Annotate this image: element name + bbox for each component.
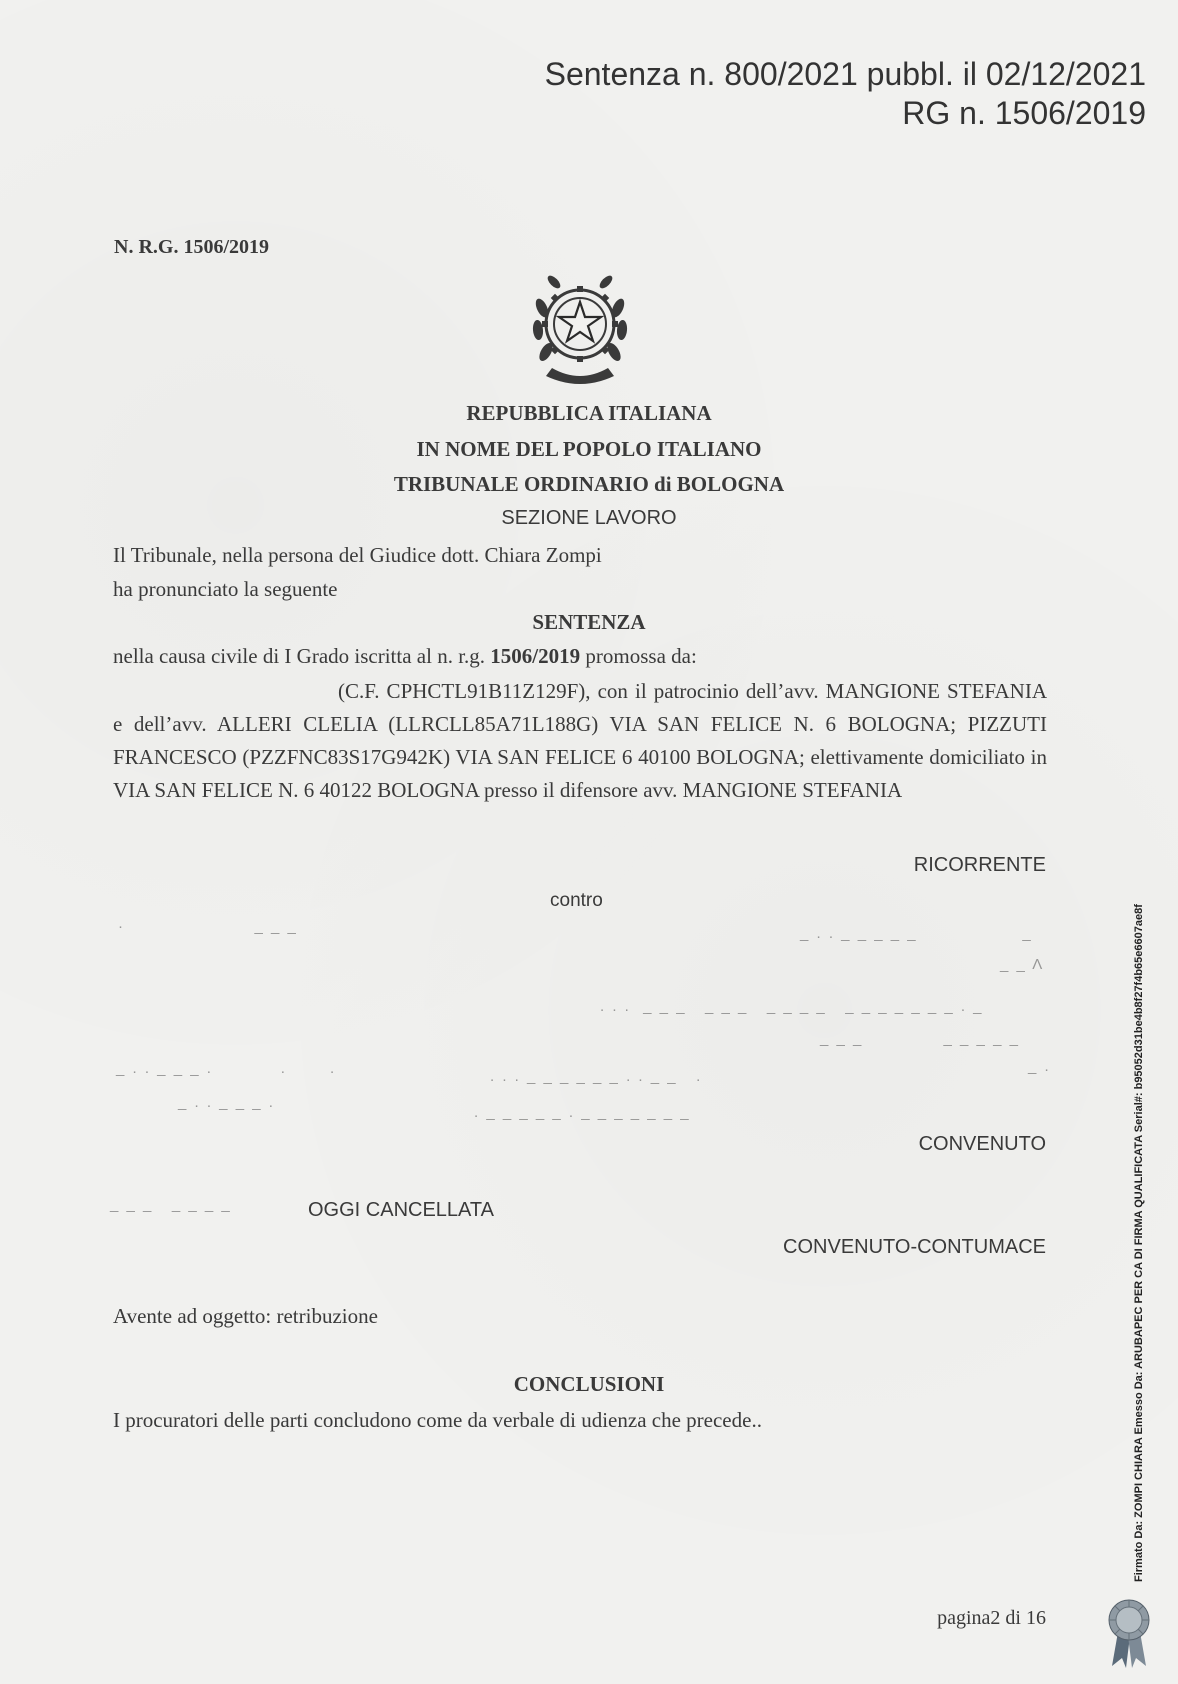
digital-signature-text: Firmato Da: ZOMPI CHIARA Emesso Da: ARUBAPEC PER CA DI FIRMA QUALIFICATA Serial#: b95052d31be4b8f27f4b65e6607ae8f: [1133, 904, 1145, 1582]
heading-popolo: IN NOME DEL POPOLO ITALIANO: [416, 437, 762, 461]
redacted-fragment: _ . . _ _ _ _ _ _: [800, 925, 1033, 942]
causa-line: [113, 643, 697, 669]
redacted-fragment: . . . _ _ _ _ _ _ _ _ _ _ _ _ _ _ _ _ _ . _: [600, 998, 984, 1015]
rg-stamp-line: RG n. 1506/2019: [902, 95, 1146, 131]
causa-suffix: promossa da:: [585, 644, 697, 668]
redacted-fragment: _ . . _ _ _ .: [178, 1094, 275, 1111]
oggetto-line: Avente ad oggetto: retribuzione: [113, 1304, 378, 1328]
redacted-fragment: _ . . _ _ _ . . .: [116, 1060, 337, 1077]
sentenza-title: SENTENZA: [532, 610, 646, 634]
causa-rg: 1506/2019: [490, 644, 581, 668]
redacted-fragment: . . . _ _ _ _ _ _ . . _ _ .: [490, 1068, 703, 1085]
parties-paragraph: (C.F. CPHCTL91B11Z129F), con il patrocinio dell’avv. MANGIONE STEFANIA e dell’avv. ALLERI CLELIA (LLRCLL85A71L188G) VIA SAN FELICE N. 6 BOLOGNA; PIZZUTI FRANCESCO (PZZFNC83S17G942K) VIA SAN FELICE 6 40100 BOLOGNA; elettivamente domiciliato in VIA SAN FELICE N. 6 40122 BOLOGNA presso il difensore avv. MANGIONE STEFANIA: [113, 679, 1047, 802]
contro-label: contro: [550, 890, 603, 911]
conclusioni-text: I procuratori delle parti concludono come da verbale di udienza che precede..: [113, 1408, 762, 1432]
redacted-fragment: . _ _ _ _ _ . _ _ _ _ _ _ _: [474, 1104, 691, 1121]
convenuto-label: CONVENUTO: [918, 1133, 1046, 1155]
heading-sezione: SEZIONE LAVORO: [501, 507, 677, 529]
ricorrente-label: RICORRENTE: [913, 854, 1046, 876]
heading-tribunale: TRIBUNALE ORDINARIO di BOLOGNA: [393, 472, 785, 496]
sentenza-stamp-line: Sentenza n. 800/2021 pubbl. il 02/12/2021: [544, 56, 1146, 92]
page-number: pagina2 di 16: [937, 1607, 1046, 1629]
redacted-fragment: _ _ _ _ _ _ _ _: [820, 1030, 1020, 1047]
conclusioni-title: CONCLUSIONI: [513, 1372, 665, 1396]
intro-line-1: Il Tribunale, nella persona del Giudice dott. Chiara Zompi: [113, 543, 602, 567]
redacted-fragment: _ _ Λ: [1000, 956, 1045, 973]
rosette-seal-icon: [1106, 1596, 1152, 1668]
redacted-fragment: _ _ _ _ _ _ _: [110, 1196, 232, 1213]
heading-repubblica: REPUBBLICA ITALIANA: [466, 401, 712, 425]
redacted-fragment: _ .: [1028, 1058, 1051, 1075]
doc-number: N. R.G. 1506/2019: [114, 236, 269, 258]
redacted-fragment: · _ _ _: [118, 918, 298, 935]
oggi-cancellata: OGGI CANCELLATA: [308, 1199, 494, 1221]
causa-prefix: nella causa civile di I Grado iscritta al n. r.g.: [113, 644, 486, 668]
convenuto-contumace-label: CONVENUTO-CONTUMACE: [783, 1236, 1046, 1258]
italian-republic-emblem-icon: [528, 268, 632, 386]
intro-line-2: ha pronunciato la seguente: [113, 577, 338, 601]
